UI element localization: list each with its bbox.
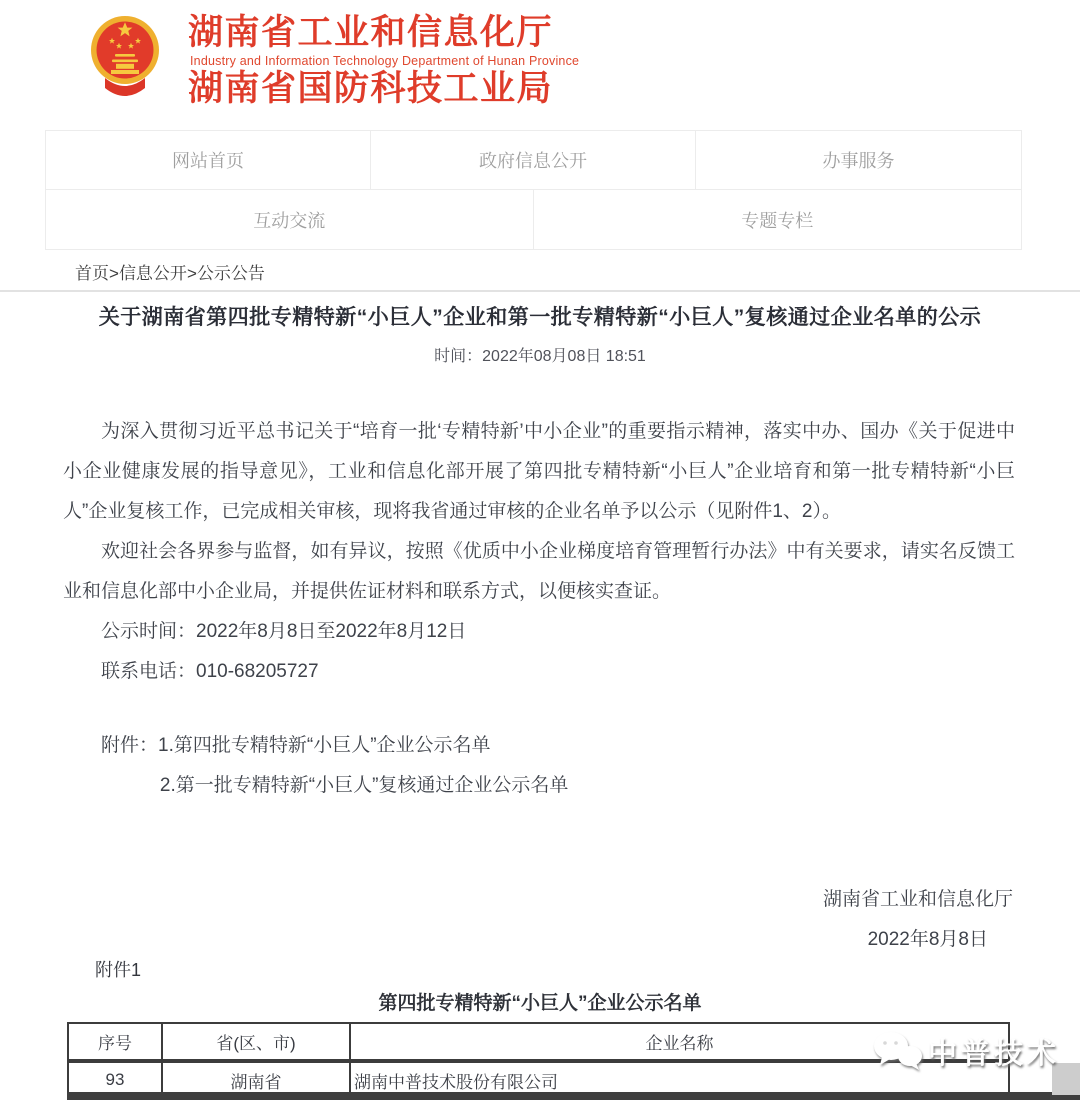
- org-name-cn: 湖南省工业和信息化厅: [188, 12, 554, 52]
- issue-date: 2022年8月8日: [867, 929, 988, 950]
- attachments-label: 附件：: [101, 735, 159, 756]
- appendix-label: 附件1: [95, 960, 142, 980]
- watermark: [872, 1030, 1060, 1072]
- main-nav: [45, 130, 1022, 250]
- attachment-item-1: 1.第四批专精特新“小巨人”企业公示名单: [158, 735, 491, 756]
- bottom-cut-bar: [67, 1092, 1080, 1100]
- watermark-text: 中普技术: [928, 1037, 1061, 1070]
- breadcrumb-separator: >: [109, 264, 119, 283]
- breadcrumb: [75, 259, 265, 284]
- nav-item-interaction[interactable]: 互动交流: [46, 190, 534, 249]
- attachment-item-2: 2.第一批专精特新“小巨人”复核通过企业公示名单: [159, 775, 569, 796]
- org-name-en: Industry and Information Technology Department of Hunan Province: [190, 53, 580, 68]
- table-header-province: 省(区、市): [163, 1024, 351, 1059]
- article-timestamp: 时间：2022年08月08日 18:51: [434, 348, 646, 365]
- appendix-table: [67, 1022, 1010, 1099]
- nav-item-special-columns[interactable]: 专题专栏: [741, 210, 814, 231]
- table-header-row: [69, 1024, 1008, 1063]
- article-paragraph-1: 为深入贯彻习近平总书记关于“培育一批‘专精特新’中小企业”的重要指示精神，落实中办、国办《关于促进中小企业健康发展的指导意见》，工业和信息化部开展了第四批专精特新“小巨人”企业培育和第一批专精特新“小巨人”企业复核工作，已完成相关审核，现将我省通过审核的企业名单予以公示（见附件1、2）。: [63, 421, 1015, 522]
- table-cell-seq: 93: [69, 1063, 163, 1097]
- breadcrumb-home[interactable]: 首页: [75, 264, 109, 283]
- table-header-company: 企业名称: [645, 1034, 714, 1053]
- nav-item-gov-info[interactable]: 政府信息公开: [371, 131, 696, 189]
- org-names: [188, 12, 580, 108]
- table-cell-company: 湖南中普技术股份有限公司: [354, 1072, 558, 1092]
- table-cell-province: 湖南省: [163, 1063, 351, 1097]
- appendix-table-title: 第四批专精特新“小巨人”企业公示名单: [378, 993, 702, 1014]
- nav-item-home[interactable]: 网站首页: [46, 131, 371, 189]
- org-name-cn2: 湖南省国防科技工业局: [188, 68, 554, 108]
- nav-item-services[interactable]: 办事服务: [822, 151, 895, 171]
- notice-period: 公示时间：2022年8月8日至2022年8月12日: [101, 621, 467, 642]
- contact-phone: 联系电话：010-68205727: [101, 661, 319, 682]
- attachments-block: [63, 726, 1015, 806]
- article-body: [63, 412, 1015, 806]
- breadcrumb-separator: >: [186, 264, 197, 283]
- article-paragraph-2: 欢迎社会各界参与监督，如有异议，按照《优质中小企业梯度培育管理暂行办法》中有关要求，请实名反馈工业和信息化部中小企业局，并提供佐证材料和联系方式，以便核实查证。: [63, 541, 1015, 602]
- site-masthead: [88, 12, 579, 108]
- breadcrumb-divider: [0, 290, 1080, 292]
- breadcrumb-public-notices[interactable]: 公示公告: [196, 264, 265, 283]
- wechat-bubbles-icon: [872, 1030, 924, 1072]
- breadcrumb-info-disclosure[interactable]: 信息公开: [118, 264, 187, 283]
- table-header-seq: 序号: [69, 1024, 163, 1059]
- issuer-name: 湖南省工业和信息化厅: [822, 889, 1013, 910]
- national-emblem-icon: [88, 12, 162, 108]
- article-title: 关于湖南省第四批专精特新“小巨人”企业和第一批专精特新“小巨人”复核通过企业名单的公示: [98, 306, 982, 329]
